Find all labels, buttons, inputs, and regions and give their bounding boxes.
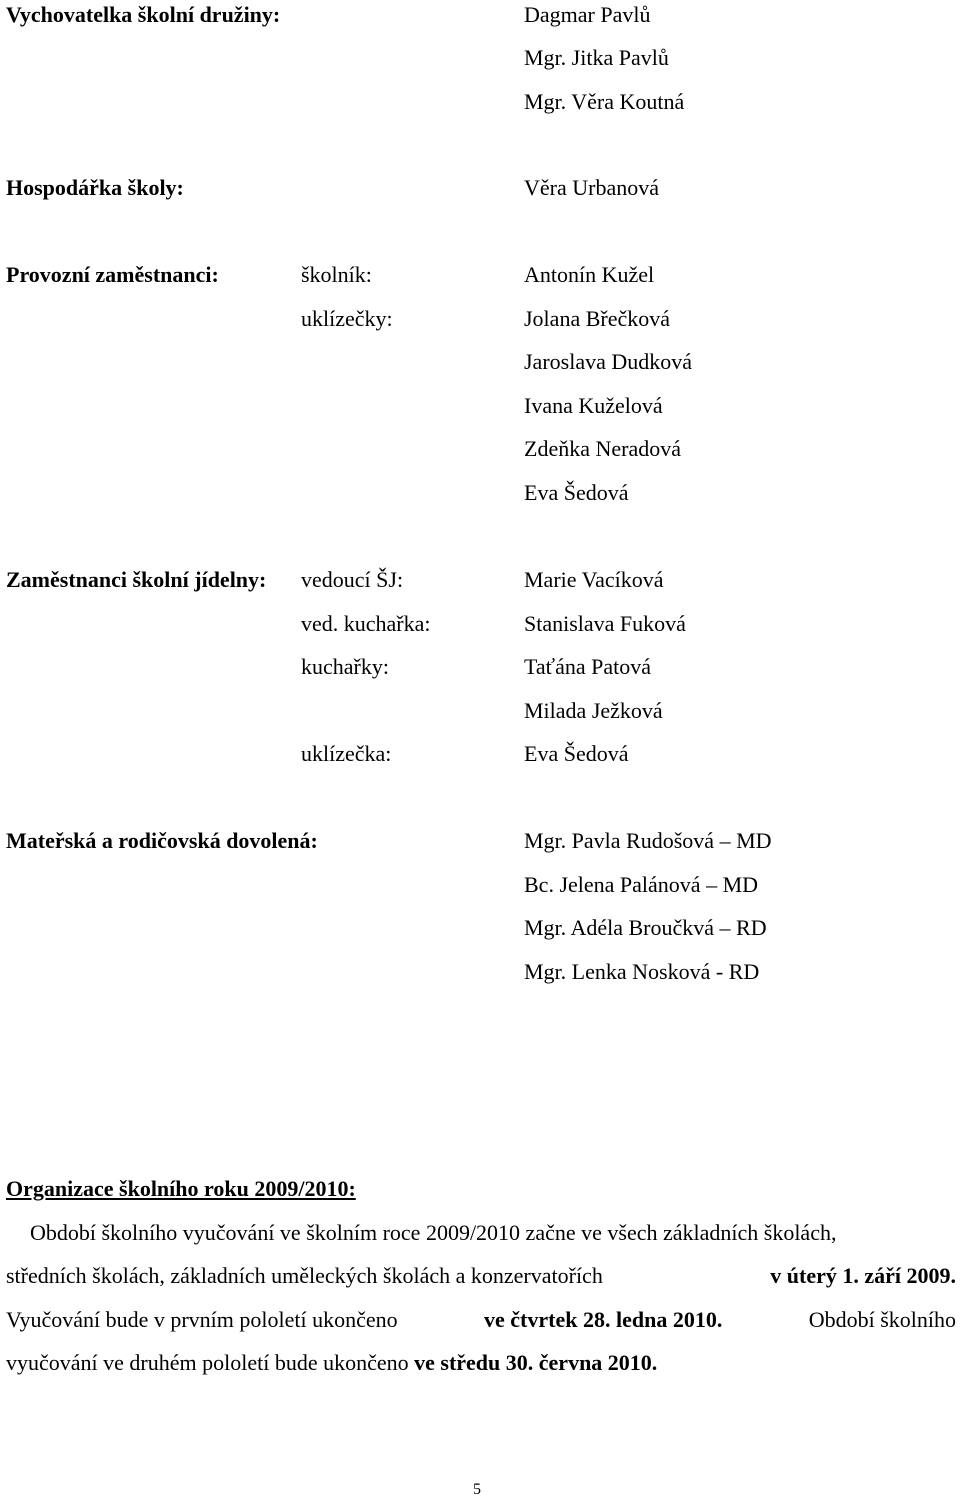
section-label-hospodarka: Hospodářka školy: [6, 175, 184, 200]
leave-separator: – [719, 828, 731, 853]
paragraph-text: středních školách, základních uměleckých školách a konzervatořích [6, 1263, 603, 1288]
leave-name: Mgr. Adéla Broučkvá [524, 915, 715, 940]
leave-type: RD [728, 959, 760, 984]
role-label-vedouci: vedoucí ŠJ: [301, 567, 404, 592]
leave-separator: – [719, 915, 731, 940]
role-label-skolnik: školník: [301, 262, 372, 287]
paragraph-line-3 [6, 1307, 956, 1333]
leave-name: Bc. Jelena Palánová [524, 872, 701, 897]
name-item: Jaroslava Dudková [524, 349, 693, 374]
name-item: Antonín Kužel [524, 262, 655, 287]
leave-name: Mgr. Lenka Nosková [524, 959, 711, 984]
leave-entry [524, 915, 767, 941]
role-label-uklizecky: uklízečky: [301, 306, 393, 331]
name-item: Jolana Břečková [524, 306, 670, 331]
paragraph-bold-date: ve čtvrtek 28. ledna 2010. [484, 1307, 723, 1332]
leave-type: MD [736, 828, 772, 853]
name-item: Taťána Patová [524, 654, 651, 679]
paragraph-line-2 [6, 1263, 956, 1289]
leave-type: MD [722, 872, 759, 897]
section-heading-organizace: Organizace školního roku 2009/2010: [6, 1176, 356, 1201]
paragraph-text: Období školního vyučování ve školním roce 2009/2010 začne ve všech základních školách, [30, 1220, 837, 1245]
role-label-ved-kucharka: ved. kuchařka: [301, 611, 431, 636]
paragraph-bold-date: ve středu 30. června 2010. [414, 1350, 658, 1375]
name-item: Dagmar Pavlů [524, 2, 651, 27]
name-item: Stanislava Fuková [524, 611, 686, 636]
paragraph-bold-date: v úterý 1. září 2009. [770, 1263, 956, 1288]
role-label-kucharky: kuchařky: [301, 654, 389, 679]
name-item: Milada Ježková [524, 698, 663, 723]
leave-entry [524, 828, 772, 854]
leave-entry [524, 872, 758, 898]
page-number: 5 [473, 1481, 481, 1498]
paragraph-line-4 [6, 1350, 657, 1376]
name-item: Eva Šedová [524, 741, 629, 766]
role-label-uklizecka: uklízečka: [301, 741, 392, 766]
name-item: Zdeňka Neradová [524, 436, 681, 461]
name-item: Eva Šedová [524, 480, 629, 505]
name-item: Ivana Kuželová [524, 393, 663, 418]
leave-separator: - [715, 959, 724, 984]
leave-name: Mgr. Pavla Rudošová [524, 828, 715, 853]
section-label-jidelna: Zaměstnanci školní jídelny: [6, 567, 267, 592]
leave-entry [524, 959, 759, 985]
paragraph-text: Vyučování bude v prvním pololetí ukončeno [6, 1307, 398, 1332]
paragraph-text-tail: Období školního [808, 1307, 956, 1332]
section-label-provozni: Provozní zaměstnanci: [6, 262, 219, 287]
name-item: Mgr. Jitka Pavlů [524, 45, 669, 70]
section-label-materska: Mateřská a rodičovská dovolená: [6, 828, 318, 853]
leave-type: RD [736, 915, 767, 940]
name-item: Věra Urbanová [524, 175, 659, 200]
name-item: Mgr. Věra Koutná [524, 89, 685, 114]
section-label-vychovatelka: Vychovatelka školní družiny: [6, 2, 281, 27]
leave-separator: – [706, 872, 718, 897]
paragraph-text: vyučování ve druhém pololetí bude ukončeno [6, 1350, 409, 1375]
paragraph-line-1 [30, 1220, 956, 1246]
name-item: Marie Vacíková [524, 567, 664, 592]
